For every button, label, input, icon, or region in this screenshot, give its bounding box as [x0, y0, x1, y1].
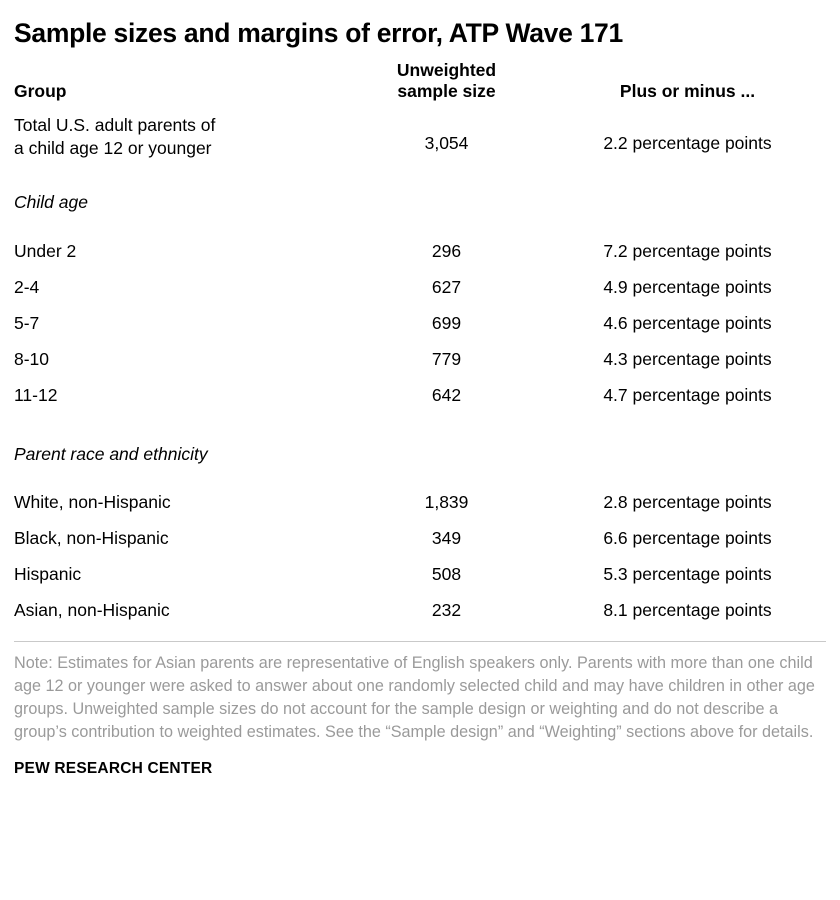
row-group-label: 11-12 [14, 384, 58, 405]
spacer-cell [14, 469, 826, 485]
row-sample-size: 1,839 [424, 492, 469, 513]
total-sample-size: 3,054 [424, 132, 469, 153]
row-group-label: 8-10 [14, 348, 50, 369]
table-note: Note: Estimates for Asian parents are representative of English speakers only. Parents with more than one child age 12 or younger were asked to answer about one randomly selected child and may have children in other age groups. Unweighted sample sizes do not account for the sample design or weighting and do not describe a group’s contribution to weighted estimates. See the “Sample design” and “Weighting” sections above for details. [14, 653, 815, 741]
total-label-line2: a child age 12 or younger [14, 137, 212, 158]
spacer-cell [14, 218, 826, 234]
spacer-cell [14, 162, 826, 188]
section-subhead-label: Parent race and ethnicity [14, 443, 208, 464]
table-row [14, 593, 826, 629]
row-moe: 7.2 percentage points [603, 241, 772, 262]
row-group-label: Under 2 [14, 241, 77, 262]
column-header-moe: Plus or minus ... [619, 81, 756, 102]
row-sample-size: 627 [431, 277, 462, 297]
row-group-label: White, non-Hispanic [14, 492, 171, 513]
row-moe: 4.6 percentage points [603, 312, 772, 333]
row-sample-size: 699 [431, 312, 462, 333]
row-moe: 4.7 percentage points [603, 384, 772, 405]
row-sample-size: 232 [431, 600, 462, 620]
row-group-label: Hispanic [14, 564, 82, 585]
page-title: Sample sizes and margins of error, ATP Wave 171 [14, 18, 623, 48]
row-group-label: Asian, non-Hispanic [14, 600, 170, 620]
total-label [14, 109, 344, 163]
row-sample-size: 508 [431, 564, 462, 585]
column-header-sample-size-line1: Unweighted [396, 60, 497, 81]
row-group-label: 2-4 [14, 277, 40, 297]
row-spacer [14, 162, 826, 188]
row-group-label: 5-7 [14, 312, 40, 333]
row-moe: 6.6 percentage points [603, 528, 772, 549]
spacer-cell [14, 414, 826, 440]
row-group-label: Black, non-Hispanic [14, 528, 169, 549]
table-row [14, 342, 826, 378]
row-moe: 8.1 percentage points [603, 600, 772, 620]
table-row [14, 270, 826, 306]
row-sample-size: 779 [431, 348, 462, 369]
footer-divider [14, 641, 826, 642]
table-header [14, 60, 826, 108]
sample-size-table [14, 60, 826, 628]
source-label: PEW RESEARCH CENTER [14, 759, 213, 777]
total-label-line1: Total U.S. adult parents of [14, 114, 216, 135]
table-row [14, 557, 826, 593]
row-spacer [14, 218, 826, 234]
table-row [14, 485, 826, 521]
row-spacer [14, 469, 826, 485]
table-row [14, 521, 826, 557]
section-subhead-parent-race-ethnicity [14, 440, 826, 470]
total-moe: 2.2 percentage points [603, 132, 772, 153]
section-subhead-label: Child age [14, 192, 88, 213]
table-row [14, 234, 826, 270]
row-spacer [14, 414, 826, 440]
column-header-group: Group [14, 81, 67, 102]
table-body [14, 109, 826, 629]
row-sample-size: 349 [431, 528, 462, 549]
row-moe: 4.9 percentage points [603, 277, 772, 297]
column-header-sample-size [344, 60, 549, 108]
row-moe: 4.3 percentage points [603, 348, 772, 369]
column-header-sample-size-line2: sample size [397, 81, 496, 102]
table-row-total [14, 109, 826, 163]
row-moe: 5.3 percentage points [603, 564, 772, 585]
table-row [14, 378, 826, 414]
section-subhead-child-age [14, 188, 826, 218]
header-row [14, 60, 826, 108]
row-sample-size: 642 [431, 384, 462, 405]
row-sample-size: 296 [431, 241, 462, 262]
table-row [14, 306, 826, 342]
row-moe: 2.8 percentage points [603, 492, 772, 513]
